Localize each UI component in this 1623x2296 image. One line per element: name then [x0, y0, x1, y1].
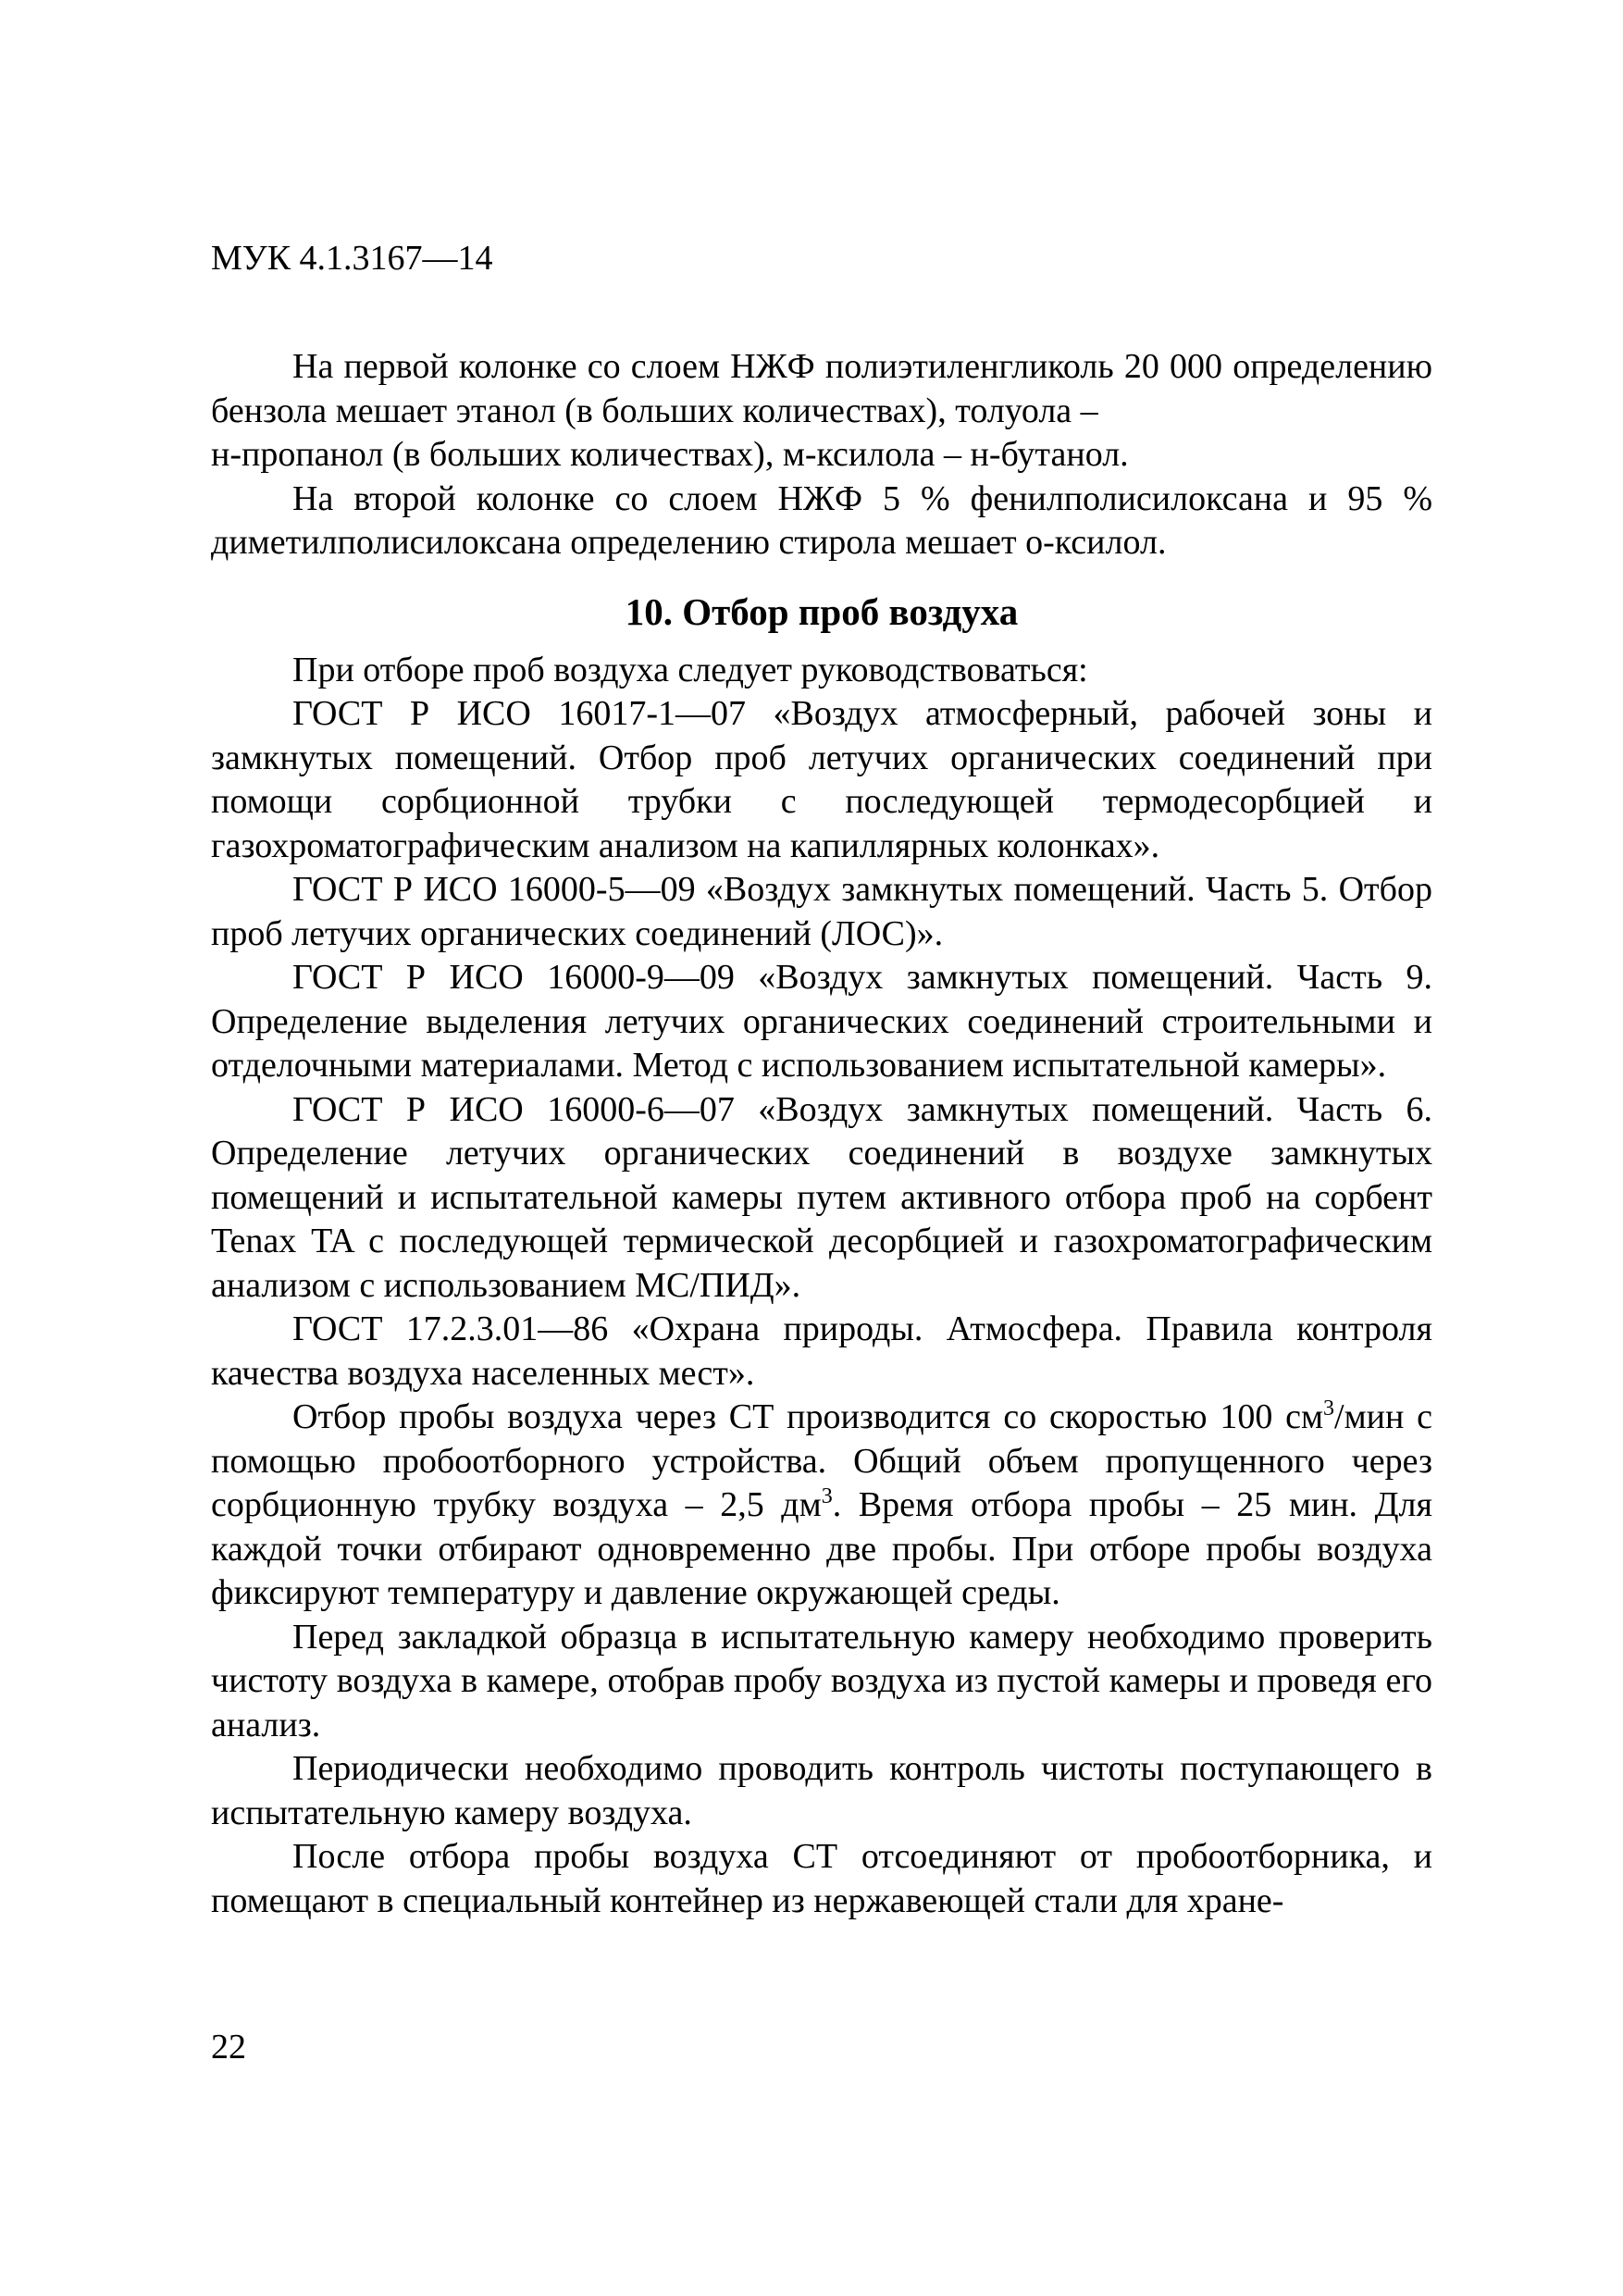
paragraph-second-column-interference: На второй колонке со слоем НЖФ 5 % фенилполисилоксана и 95 % диметилполисилоксана определению стирола мешает о-ксилол.: [211, 478, 1432, 562]
superscript-cubic-2: 3: [821, 1484, 833, 1508]
paragraph-sampling-intro: При отборе проб воздуха следует руководствоваться:: [292, 650, 1088, 689]
sampling-rate-text-b: /мин с помощью пробоотборного устройства. Общий объем пропущенного через сорбционную трубку воздуха – 2,5 дм: [211, 1397, 1432, 1524]
sampling-rate-text-c: . Время отбора пробы – 25 мин. Для каждой точки отбирают одновременно две пробы. При отборе пробы воздуха фиксируют температуру и давление окружающей среды.: [211, 1485, 1432, 1612]
paragraph-first-column-interference-continued: н-пропанол (в больших количествах), м-ксилола – н-бутанол.: [211, 435, 1129, 474]
paragraph-standard-16000-5: ГОСТ Р ИСО 16000-5—09 «Воздух замкнутых помещений. Часть 5. Отбор проб летучих органических соединений (ЛОС)».: [211, 870, 1432, 953]
document-page: [211, 236, 1432, 1923]
paragraph-chamber-check: Перед закладкой образца в испытательную камеру необходимо проверить чистоту воздуха в камере, отобрав пробу воздуха из пустой камеры и проведя его анализ.: [211, 1617, 1432, 1744]
document-code-header: МУК 4.1.3167—14: [211, 239, 493, 278]
paragraph-after-sampling: После отбора пробы воздуха СТ отсоединяют от пробоотборника, и помещают в специальный контейнер из нержавеющей стали для хране-: [211, 1837, 1432, 1920]
paragraph-standard-16000-6: ГОСТ Р ИСО 16000-6—07 «Воздух замкнутых помещений. Часть 6. Определение летучих органических соединений в воздухе замкнутых помещений и испытательной камеры путем активного отбора проб на сорбент Tenax TA с последующей термической десорбцией и газохроматографическим анализом с использованием МС/ПИД».: [211, 1089, 1432, 1305]
paragraph-first-column-interference: На первой колонке со слоем НЖФ полиэтиленгликоль 20 000 определению бензола мешает этанол (в больших количествах), толуола –: [211, 347, 1432, 430]
paragraph-periodic-control: Периодически необходимо проводить контроль чистоты поступающего в испытательную камеру воздуха.: [211, 1749, 1432, 1832]
paragraph-standard-16017: ГОСТ Р ИСО 16017-1—07 «Воздух атмосферный, рабочей зоны и замкнутых помещений. Отбор проб летучих органических соединений при помощи сорбционной трубки с последующей термодесорбцией и газохроматографическим анализом на капиллярных колонках».: [211, 694, 1432, 865]
superscript-cubic-1: 3: [1323, 1396, 1335, 1421]
section-title: 10. Отбор проб воздуха: [625, 590, 1019, 633]
paragraph-standard-16000-9: ГОСТ Р ИСО 16000-9—09 «Воздух замкнутых помещений. Часть 9. Определение выделения летучих органических соединений строительными и отделочными материалами. Метод с использованием испытательной камеры».: [211, 958, 1432, 1085]
paragraph-standard-17-2-3-01: ГОСТ 17.2.3.01—86 «Охрана природы. Атмосфера. Правила контроля качества воздуха населенных мест».: [211, 1309, 1432, 1393]
paragraph-sampling-rate: [211, 1396, 1432, 1616]
sampling-rate-text-a: Отбор пробы воздуха через СТ производится со скоростью 100 см: [292, 1397, 1324, 1436]
page-number: 22: [211, 2028, 246, 2066]
